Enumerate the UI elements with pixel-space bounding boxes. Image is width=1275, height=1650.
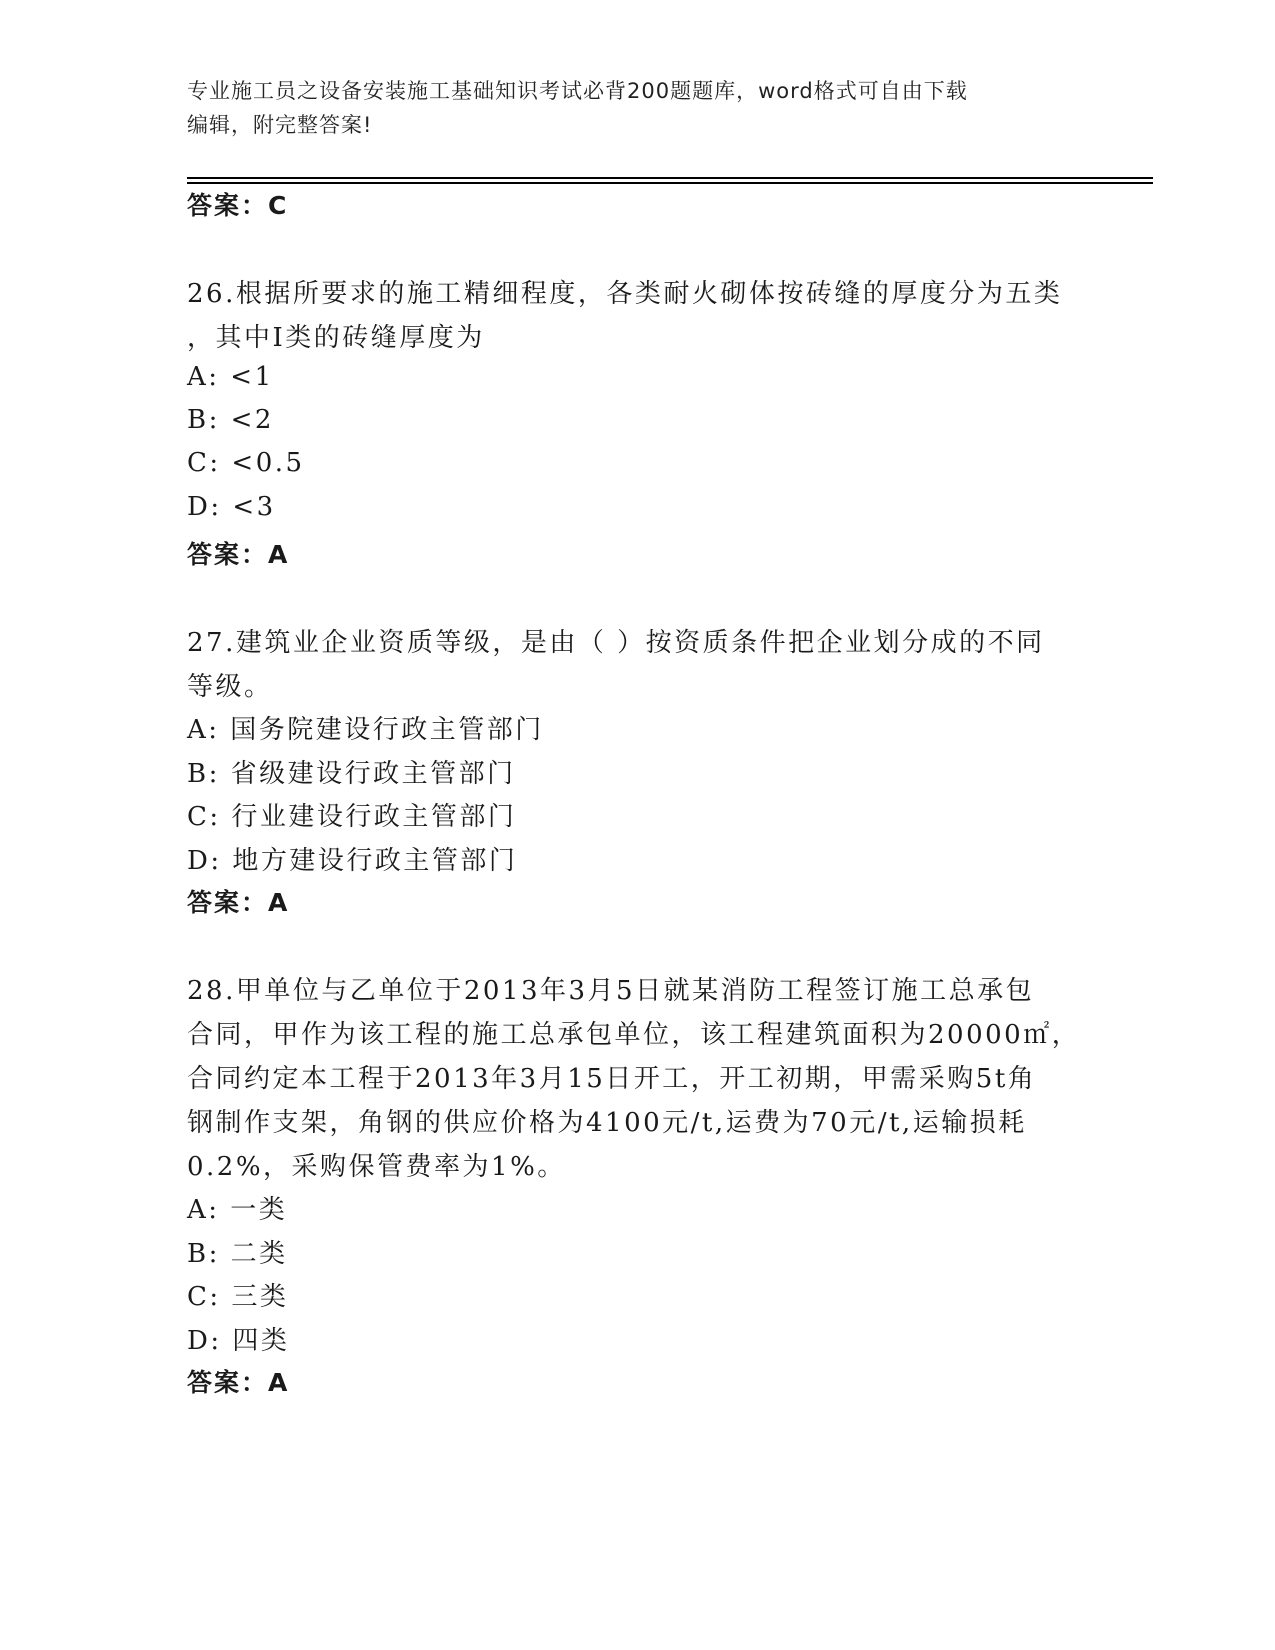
option-a: A: 一类 [187, 1195, 288, 1225]
question-stem-line: 0.2%，采购保管费率为1%。 [187, 1152, 566, 1182]
header-line-1: 专业施工员之设备安装施工基础知识考试必背200题题库，word格式可自由下载 [187, 79, 968, 103]
answer-label: 答案：A [187, 1368, 290, 1397]
document-header [187, 74, 1087, 142]
option-b: B: <2 [187, 405, 274, 435]
option-c: C: 行业建设行政主管部门 [187, 802, 517, 832]
header-divider-bottom [187, 182, 1153, 184]
previous-answer: 答案：C [187, 191, 289, 220]
question-stem-line: 钢制作支架，角钢的供应价格为4100元/t,运费为70元/t,运输损耗 [187, 1108, 1027, 1138]
option-d: D: 地方建设行政主管部门 [187, 846, 518, 876]
option-b: B: 省级建设行政主管部门 [187, 759, 516, 789]
question-stem-line: 28.甲单位与乙单位于2013年3月5日就某消防工程签订施工总承包 [187, 976, 1035, 1006]
option-b: B: 二类 [187, 1239, 288, 1269]
question-stem-line: 27.建筑业企业资质等级，是由（ ）按资质条件把企业划分成的不同 [187, 628, 1045, 658]
option-c: C: 三类 [187, 1282, 289, 1312]
question-stem-line: 合同约定本工程于2013年3月15日开工，开工初期，甲需采购5t角 [187, 1064, 1037, 1094]
question-stem-line: 26.根据所要求的施工精细程度，各类耐火砌体按砖缝的厚度分为五类 [187, 279, 1063, 309]
option-a: A: <1 [187, 362, 274, 392]
option-a: A: 国务院建设行政主管部门 [187, 715, 544, 745]
question-stem-line: ，其中Ⅰ类的砖缝厚度为 [187, 323, 485, 353]
header-divider-top [187, 177, 1153, 179]
answer-label: 答案：A [187, 888, 290, 917]
option-d: D: 四类 [187, 1326, 290, 1356]
question-stem-line: 合同，甲作为该工程的施工总承包单位，该工程建筑面积为20000㎡， [187, 1020, 1081, 1050]
option-d: D: <3 [187, 492, 276, 522]
answer-label: 答案：A [187, 540, 290, 569]
question-stem-line: 等级。 [187, 672, 273, 702]
header-line-2: 编辑，附完整答案! [187, 113, 373, 137]
option-c: C: <0.5 [187, 448, 305, 478]
